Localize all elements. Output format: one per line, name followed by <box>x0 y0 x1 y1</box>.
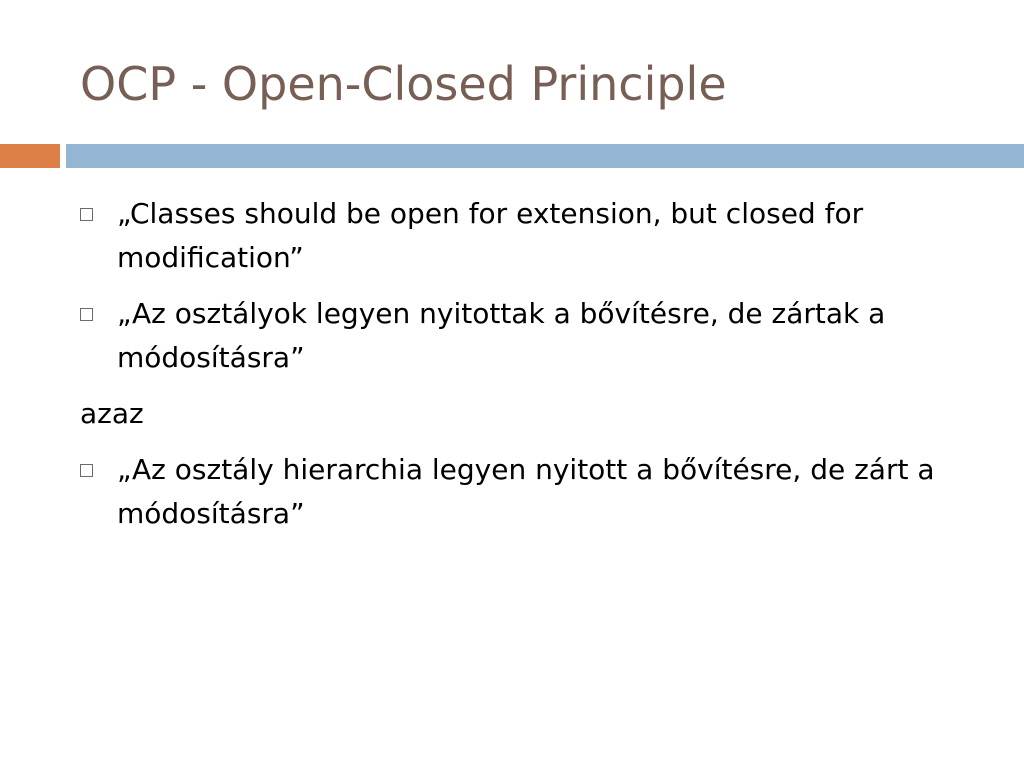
slide-title: OCP - Open-Closed Principle <box>80 57 727 111</box>
header-bar <box>66 144 1024 168</box>
bullet-text: „Az osztály hierarchia legyen nyitott a bővítésre, de zárt a módosításra” <box>117 453 935 530</box>
square-outline-icon <box>80 308 93 321</box>
bullet-text: „Classes should be open for extension, but closed for modification” <box>117 197 864 274</box>
bullet-item <box>80 292 980 380</box>
bullet-item <box>80 448 980 536</box>
bullet-item <box>80 192 980 280</box>
accent-bar <box>0 144 60 168</box>
bullet-text: „Az osztályok legyen nyitottak a bővítésre, de zártak a módosításra” <box>117 297 886 374</box>
square-outline-icon <box>80 208 93 221</box>
slide-content <box>80 192 980 548</box>
square-outline-icon <box>80 464 93 477</box>
plain-text: azaz <box>80 397 144 430</box>
